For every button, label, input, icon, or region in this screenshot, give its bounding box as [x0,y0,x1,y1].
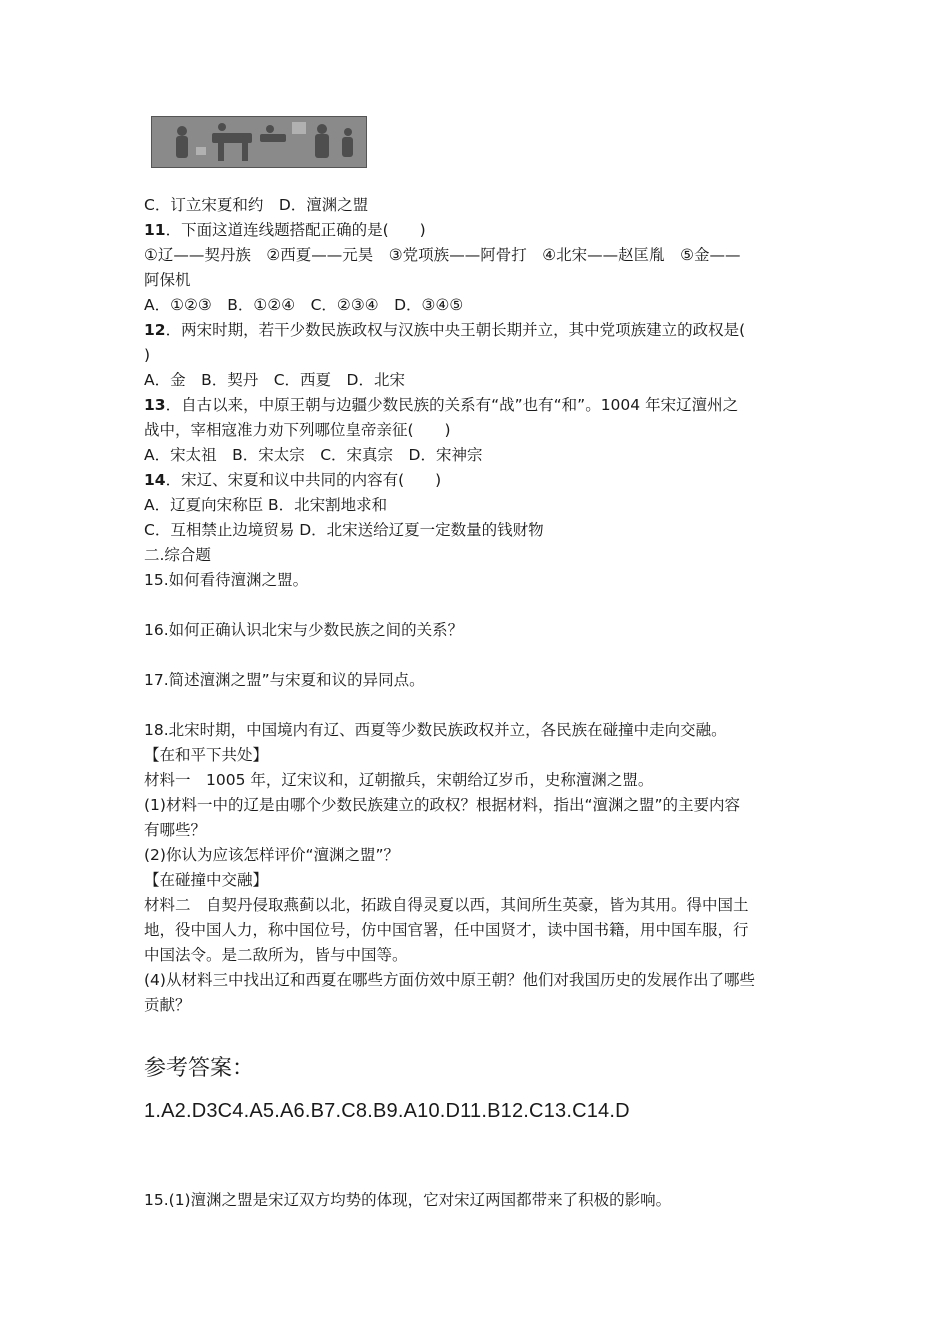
q18-heading-peace: 【在和平下共处】 [144,746,269,764]
q18-sub-1: (1)材料一中的辽是由哪个少数民族建立的政权？根据材料，指出“澶渊之盟”的主要内容 [144,796,741,814]
question-13: 13．自古以来，中原王朝与边疆少数民族的关系有“战”也有“和”。1004 年宋辽澶州之 [144,396,739,414]
answer-space [144,593,808,618]
question-15: 15.如何看待澶渊之盟。 [144,571,309,589]
q18-sub-2: (2)你认为应该怎样评价“澶渊之盟”？ [144,846,400,864]
historical-painting-image [151,116,367,168]
question-18: 18.北宋时期，中国境内有辽、西夏等少数民族政权并立，各民族在碰撞中走向交融。 [144,721,727,739]
question-16: 16.如何正确认识北宋与少数民族之间的关系？ [144,621,464,639]
question-11: 11．下面这道连线题搭配正确的是( ) [144,221,426,239]
answer-space [144,643,808,668]
q12-options: A．金 B．契丹 C．西夏 D．北宋 [144,371,405,389]
section-heading: 二.综合题 [144,546,211,564]
q13-cont: 战中，宰相寇准力劝下列哪位皇帝亲征( ) [144,421,451,439]
q10-options: C．订立宋夏和约 D．澶渊之盟 [144,196,369,214]
question-12: 12．两宋时期，若干少数民族政权与汉族中央王朝长期并立，其中党项族建立的政权是( [144,321,746,339]
answer-key: 1.A2.D3C4.A5.A6.B7.C8.B9.A10.D11.B12.C13.C14.D [144,1100,630,1122]
answer-space [144,693,808,718]
q11-options: A．①②③ B．①②④ C．②③④ D．③④⑤ [144,296,464,314]
q18-material-2-end: 中国法令。是二敌所为，皆与中国等。 [144,946,408,964]
q14-options-cd: C．互相禁止边境贸易 D．北宋送给辽夏一定数量的钱财物 [144,521,544,539]
q11-items-cont: 阿保机 [144,271,191,289]
q18-sub-4-cont: 贡献？ [144,996,191,1014]
answer-15: 15.(1)澶渊之盟是宋辽双方均势的体现，它对宋辽两国都带来了积极的影响。 [144,1191,672,1209]
q18-sub-1-cont: 有哪些？ [144,821,207,839]
answers-heading: 参考答案： [144,1056,255,1081]
q13-options: A．宋太祖 B．宋太宗 C．宋真宗 D．宋神宗 [144,446,483,464]
q12-cont: ) [144,346,151,364]
q11-items: ①辽——契丹族 ②西夏——元昊 ③党项族——阿骨打 ④北宋——赵匡胤 ⑤金—— [144,246,741,264]
q14-options-ab: A．辽夏向宋称臣 B．北宋割地求和 [144,496,388,514]
q18-material-2: 材料二 自契丹侵取燕蓟以北，拓跋自得灵夏以西，其间所生英豪，皆为其用。得中国土 [144,896,749,914]
question-14: 14．宋辽、宋夏和议中共同的内容有( ) [144,471,442,489]
question-17: 17.简述澶渊之盟”与宋夏和议的异同点。 [144,671,425,689]
q18-sub-4: (4)从材料三中找出辽和西夏在哪些方面仿效中原王朝？他们对我国历史的发展作出了哪些 [144,971,755,989]
painting-illustration [152,117,366,167]
question-body [144,193,808,1018]
q18-material-1: 材料一 1005 年，辽宋议和，辽朝撤兵，宋朝给辽岁币，史称澶渊之盟。 [144,771,654,789]
q18-material-2-cont: 地，役中国人力，称中国位号，仿中国官署，任中国贤才，读中国书籍，用中国车服，行 [144,921,749,939]
q18-heading-fusion: 【在碰撞中交融】 [144,871,269,889]
